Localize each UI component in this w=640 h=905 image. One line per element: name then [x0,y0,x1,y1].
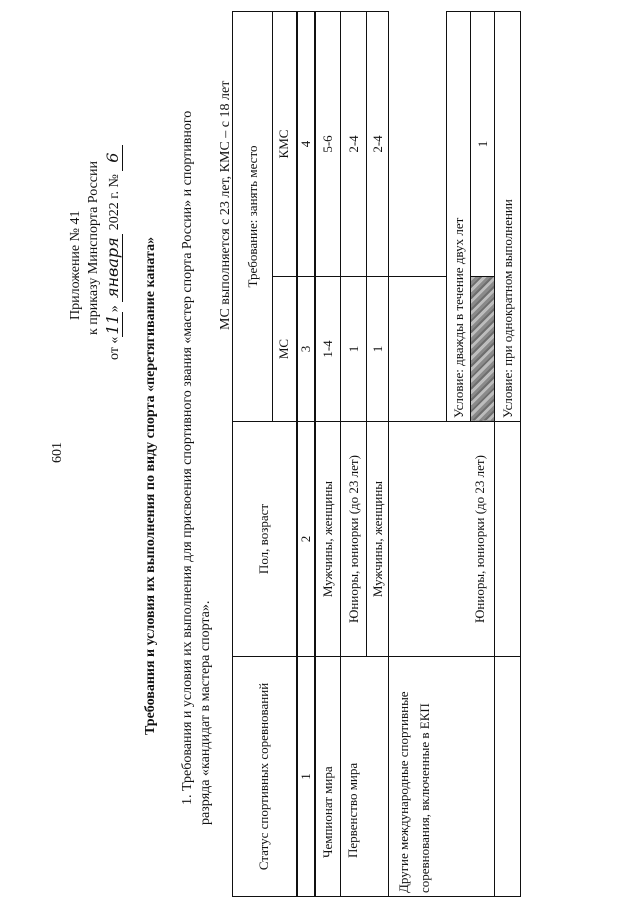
table-row [315,11,341,896]
header-row-1 [233,11,273,896]
intro-line-2: разряда «кандидат в мастера спорта». [198,600,213,825]
date-year: 2022 г. № [107,174,122,231]
appendix-order-to: к приказу Минспорта России [86,161,101,335]
intro-line-1: 1. Требования и условия их выполнения для присвоения спортивного звания «мастер спорта России» и спортивного [180,110,195,805]
row-ms: 1 [341,277,367,422]
other-gender: Юниоры, юниорки (до 23 лет) [389,422,495,657]
row-ms-empty [389,277,447,422]
requirements-table [232,11,521,897]
header-requirement: Требование: занять место [233,11,273,421]
date-prefix: от « [107,336,122,360]
appendix-number: Приложение № 41 [68,210,83,320]
row-gender: Мужчины, женщины [315,422,341,657]
row-kms: 2-4 [367,11,389,276]
table-row [341,11,367,896]
col-number-1: 1 [297,657,315,897]
date-mid: » [107,305,122,313]
row-gender: Мужчины, женщины [367,422,389,657]
col-number-2: 2 [297,422,315,657]
order-number: 6 [103,145,123,171]
age-note: МС выполняется с 23 лет, КМС – с 18 лет [218,80,233,330]
row-kms: 5-6 [315,11,341,276]
col-number-3: 3 [297,277,315,422]
row-status: Первенство мира [341,657,389,897]
other-status-empty [495,657,521,897]
condition-twice: Условие: дважды в течение двух лет [447,11,471,421]
header-gender: Пол, возраст [233,422,297,657]
header-ms: МС [273,277,297,422]
table-row [389,11,447,896]
row-status: Чемпионат мира [315,657,341,897]
condition-twice-kms: 1 [471,11,495,276]
document-title: Требования и условия их выполнения по виду спорта «перетягивание каната» [143,236,158,735]
redacted-stamp [471,277,495,422]
date-day: 11 [103,314,122,335]
other-status [389,657,495,897]
col-number-4: 4 [297,11,315,276]
header-kms: КМС [273,11,297,276]
row-ms: 1 [367,277,389,422]
row-kms: 2-4 [341,11,367,276]
other-gender-empty [495,422,521,657]
header-status: Статус спортивных соревнований [233,657,297,897]
row-gender: Юниоры, юниорки (до 23 лет) [341,422,367,657]
number-row [297,11,315,896]
condition-row [495,11,521,896]
page-number: 601 [50,442,65,463]
appendix-date-line [103,145,123,360]
row-ms: 1-4 [315,277,341,422]
other-status-line-2: соревнования, включенные в ЕКП [417,703,432,893]
condition-once: Условие: при однократном выполнении [495,11,521,421]
other-status-line-1: Другие международные спортивные [396,691,411,893]
date-month: января [103,234,123,302]
